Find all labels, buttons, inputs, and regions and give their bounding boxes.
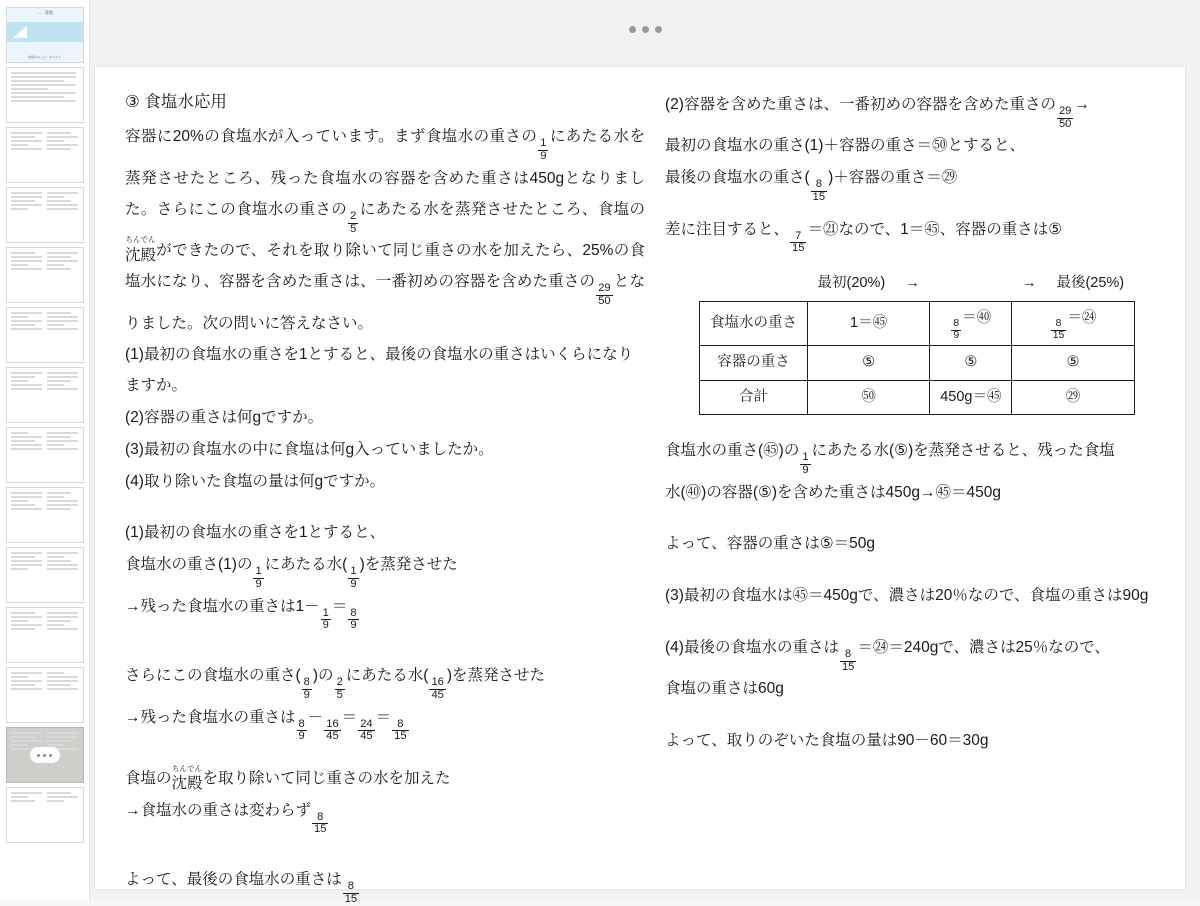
fraction-1-9: $\frac{1}{9}$ (540, 137, 547, 163)
question-3: (3)最初の食塩水の中に食塩は何g入っていましたか。 (125, 440, 494, 458)
slide-thumbnail[interactable] (6, 667, 84, 723)
ruby-chinden: ちんでん 沈殿 (171, 763, 203, 793)
solution-1-conclusion: よって、最後の食塩水の重さは $\frac{8}{15}$ (125, 871, 358, 905)
fraction-8-15: $\frac{8}{15}$ (394, 717, 407, 743)
solution-1-line5: 食塩の ちんでん 沈殿 を取り除いて同じ重さの水を加えた (125, 763, 645, 795)
after-table-line2: 水(㊵)の容器(⑤)を含めた重さは450g→㊺＝450g (665, 483, 1002, 501)
fraction-8-9: $\frac{8}{9}$ (350, 606, 357, 632)
table-row (700, 380, 1135, 415)
slide-thumbnail[interactable] (6, 787, 84, 843)
cell-container-middle: ⑤ (930, 346, 1012, 381)
table-row (700, 301, 1135, 346)
answer-4-conclusion: よって、取りのぞいた食塩の量は90－60＝30g (665, 732, 989, 750)
table-header-arrow-2: → (1021, 275, 1037, 292)
fraction-29-50: $\frac{29}{50}$ (598, 282, 611, 307)
problem-line-4: となりました。次の問いに答えなさい。 (125, 273, 645, 332)
table-header-row (700, 267, 1135, 301)
row-label-salt-water-weight: 食塩水の重さ (700, 301, 808, 346)
slide-thumbnail[interactable] (6, 187, 84, 243)
fraction-8-15: $\frac{8}{15}$ (314, 810, 327, 836)
cell-salt-water-final: $\frac{8}{15}$ ＝㉔ (1012, 301, 1134, 346)
solution-1-line6: →食塩水の重さは変わらず $\frac{8}{15}$ (125, 801, 327, 836)
slide-thumbnail[interactable] (6, 487, 84, 543)
fraction-2-5: $\frac{2}{5}$ (336, 676, 343, 701)
question-2: (2)容器の重さは何gですか。 (125, 409, 324, 427)
table-corner-cell (700, 267, 808, 301)
fraction-1-9: $\frac{1}{9}$ (802, 451, 809, 476)
fraction-1-9: $\frac{1}{9}$ (322, 606, 329, 632)
cell-container-initial: ⑤ (808, 346, 930, 381)
cover-brand: …… 算数 (35, 10, 54, 15)
fraction-7-15: $\frac{7}{15}$ (792, 229, 805, 255)
solution-1-line2: →残った食塩水の重さは1－ $\frac{1}{9}$ ＝ $\frac{8}{9}$ (125, 597, 357, 632)
fraction-8-9: $\frac{8}{9}$ (303, 676, 310, 701)
slide-thumbnail-selected[interactable] (6, 727, 84, 783)
problem-line-2: にあたる水を蒸発させたところ、残った食塩水の容器を含めた重さは450gとなりました。さらにこの食塩水の重さの (125, 128, 645, 218)
solution-2-line1: (2)容器を含めた重さは、一番初めの容器を含めた重さの $\frac{29}{50}$ → (665, 96, 1090, 130)
more-horizontal-icon[interactable] (629, 26, 662, 33)
fraction-8-15: $\frac{8}{15}$ (841, 648, 855, 673)
cell-salt-water-initial: 1＝㊺ (808, 301, 930, 346)
problem-statement (125, 121, 645, 338)
cell-total-final: ㉙ (1012, 380, 1134, 415)
fraction-1-9: $\frac{1}{9}$ (350, 565, 357, 590)
slide-thumbnail[interactable] (6, 427, 84, 483)
row-label-total: 合計 (700, 380, 808, 415)
cell-container-final: ⑤ (1012, 346, 1134, 381)
solution-1-line4: →残った食塩水の重さは $\frac{8}{9}$ － $\frac{16}{45}$ ＝ $\frac{24}{45}$ ＝ $\frac{8}{15}$ (125, 708, 407, 743)
fraction-8-15: $\frac{8}{15}$ (1052, 318, 1065, 342)
slide-thumbnail[interactable] (6, 307, 84, 363)
fraction-8-15: $\frac{8}{15}$ (344, 880, 358, 905)
fraction-8-9: $\frac{8}{9}$ (298, 717, 305, 743)
right-column (665, 89, 1159, 879)
solution-2-line4: 差に注目すると、 $\frac{7}{15}$ ＝㉑なので、1＝㊺、容器の重さは⑤ (665, 220, 1063, 255)
cell-total-initial: ㊿ (808, 380, 930, 415)
fraction-8-9: $\frac{8}{9}$ (953, 318, 960, 342)
slide-thumbnail-sidebar[interactable] (0, 0, 90, 900)
cover-subtitle: 食塩水のこさ・やりとり (27, 55, 61, 59)
question-1: (1)最初の食塩水の重さを1とすると、最後の食塩水の重さはいくらになりますか。 (125, 345, 634, 395)
cell-total-middle: 450g＝㊺ (930, 380, 1012, 415)
triangle-icon (13, 26, 27, 38)
answer-3: (3)最初の食塩水は㊺＝450gで、濃さは20％なので、食塩の重さは90g (665, 587, 1149, 605)
question-4: (4)取り除いた食塩の量は何gですか。 (125, 472, 386, 490)
solution-2-line3: 最後の食塩水の重さ( $\frac{8}{15}$ )＋容器の重さ＝㉙ (665, 169, 958, 203)
answer-4-line1: (4)最後の食塩水の重さは $\frac{8}{15}$ ＝㉔＝240gで、濃さは25％なので、 (665, 638, 1110, 673)
cell-salt-water-middle: $\frac{8}{9}$ ＝㊵ (930, 301, 1012, 346)
problem-line-1: 容器に20%の食塩水が入っています。まず食塩水の重さの (125, 128, 538, 146)
fraction-2-5: $\frac{2}{5}$ (350, 209, 357, 235)
fraction-24-45: $\frac{24}{45}$ (360, 717, 373, 743)
slide-thumbnail[interactable] (6, 67, 84, 123)
fraction-8-15: $\frac{8}{15}$ (812, 178, 826, 203)
main-area (90, 0, 1200, 905)
row-label-container-weight: 容器の重さ (700, 346, 808, 381)
solution-2-line2: 最初の食塩水の重さ(1)＋容器の重さ＝㊿とすると、 (665, 137, 1025, 155)
solution-1-head: (1)最初の食塩水の重さを1とすると、 (125, 524, 386, 542)
fraction-1-9: $\frac{1}{9}$ (255, 565, 262, 590)
solution-1-line3: さらにこの食塩水の重さ( $\frac{8}{9}$ )の $\frac{2}{5}$ にあたる水( $\frac{16}{45}$ )を蒸発させた (125, 667, 546, 701)
slide-page (94, 66, 1186, 905)
slide-thumbnail[interactable] (6, 547, 84, 603)
slide-thumbnail-cover[interactable] (6, 7, 84, 63)
table-header-arrow-1: → (905, 275, 920, 292)
slide-thumbnail[interactable] (6, 607, 84, 663)
fraction-29-50: $\frac{29}{50}$ (1058, 105, 1072, 130)
problem-line-3-pre: にあたる水を蒸発させたところ、食塩の (359, 200, 645, 218)
table-header-middle (930, 267, 1012, 301)
solution-1-line1: 食塩水の重さ(1)の $\frac{1}{9}$ にあたる水( $\frac{1}{9}$ )を蒸発させた (125, 556, 458, 590)
answer-2: よって、容器の重さは⑤＝50g (665, 535, 875, 553)
left-column (125, 89, 645, 905)
salt-water-table (699, 267, 1135, 415)
slide-thumbnail[interactable] (6, 367, 84, 423)
fraction-16-45: $\frac{16}{45}$ (326, 717, 339, 743)
slide-thumbnail[interactable] (6, 247, 84, 303)
table-row (700, 346, 1135, 381)
answer-4-line2: 食塩の重さは60g (665, 680, 784, 698)
toolbar (90, 0, 1200, 58)
table-header-initial: 最初(20%) (808, 267, 896, 301)
after-table-line1: 食塩水の重さ(㊺)の $\frac{1}{9}$ にあたる水(⑤)を蒸発させると、残った食塩 (665, 442, 1115, 476)
more-horizontal-icon[interactable] (30, 747, 60, 763)
slide-thumbnail[interactable] (6, 127, 84, 183)
page-title: ③ 食塩水応用 (125, 93, 227, 111)
ruby-chinden: ちんでん 沈殿 (125, 235, 157, 264)
fraction-16-45: $\frac{16}{45}$ (431, 676, 444, 701)
problem-line-3-post: ができたので、それを取り除いて同じ重さの水を加えたら、25%の食塩水になり、容器を含めた重さは、一番初めの容器を含めた重さの (125, 242, 645, 291)
table-header-final: 最後(25%) (1046, 267, 1134, 301)
